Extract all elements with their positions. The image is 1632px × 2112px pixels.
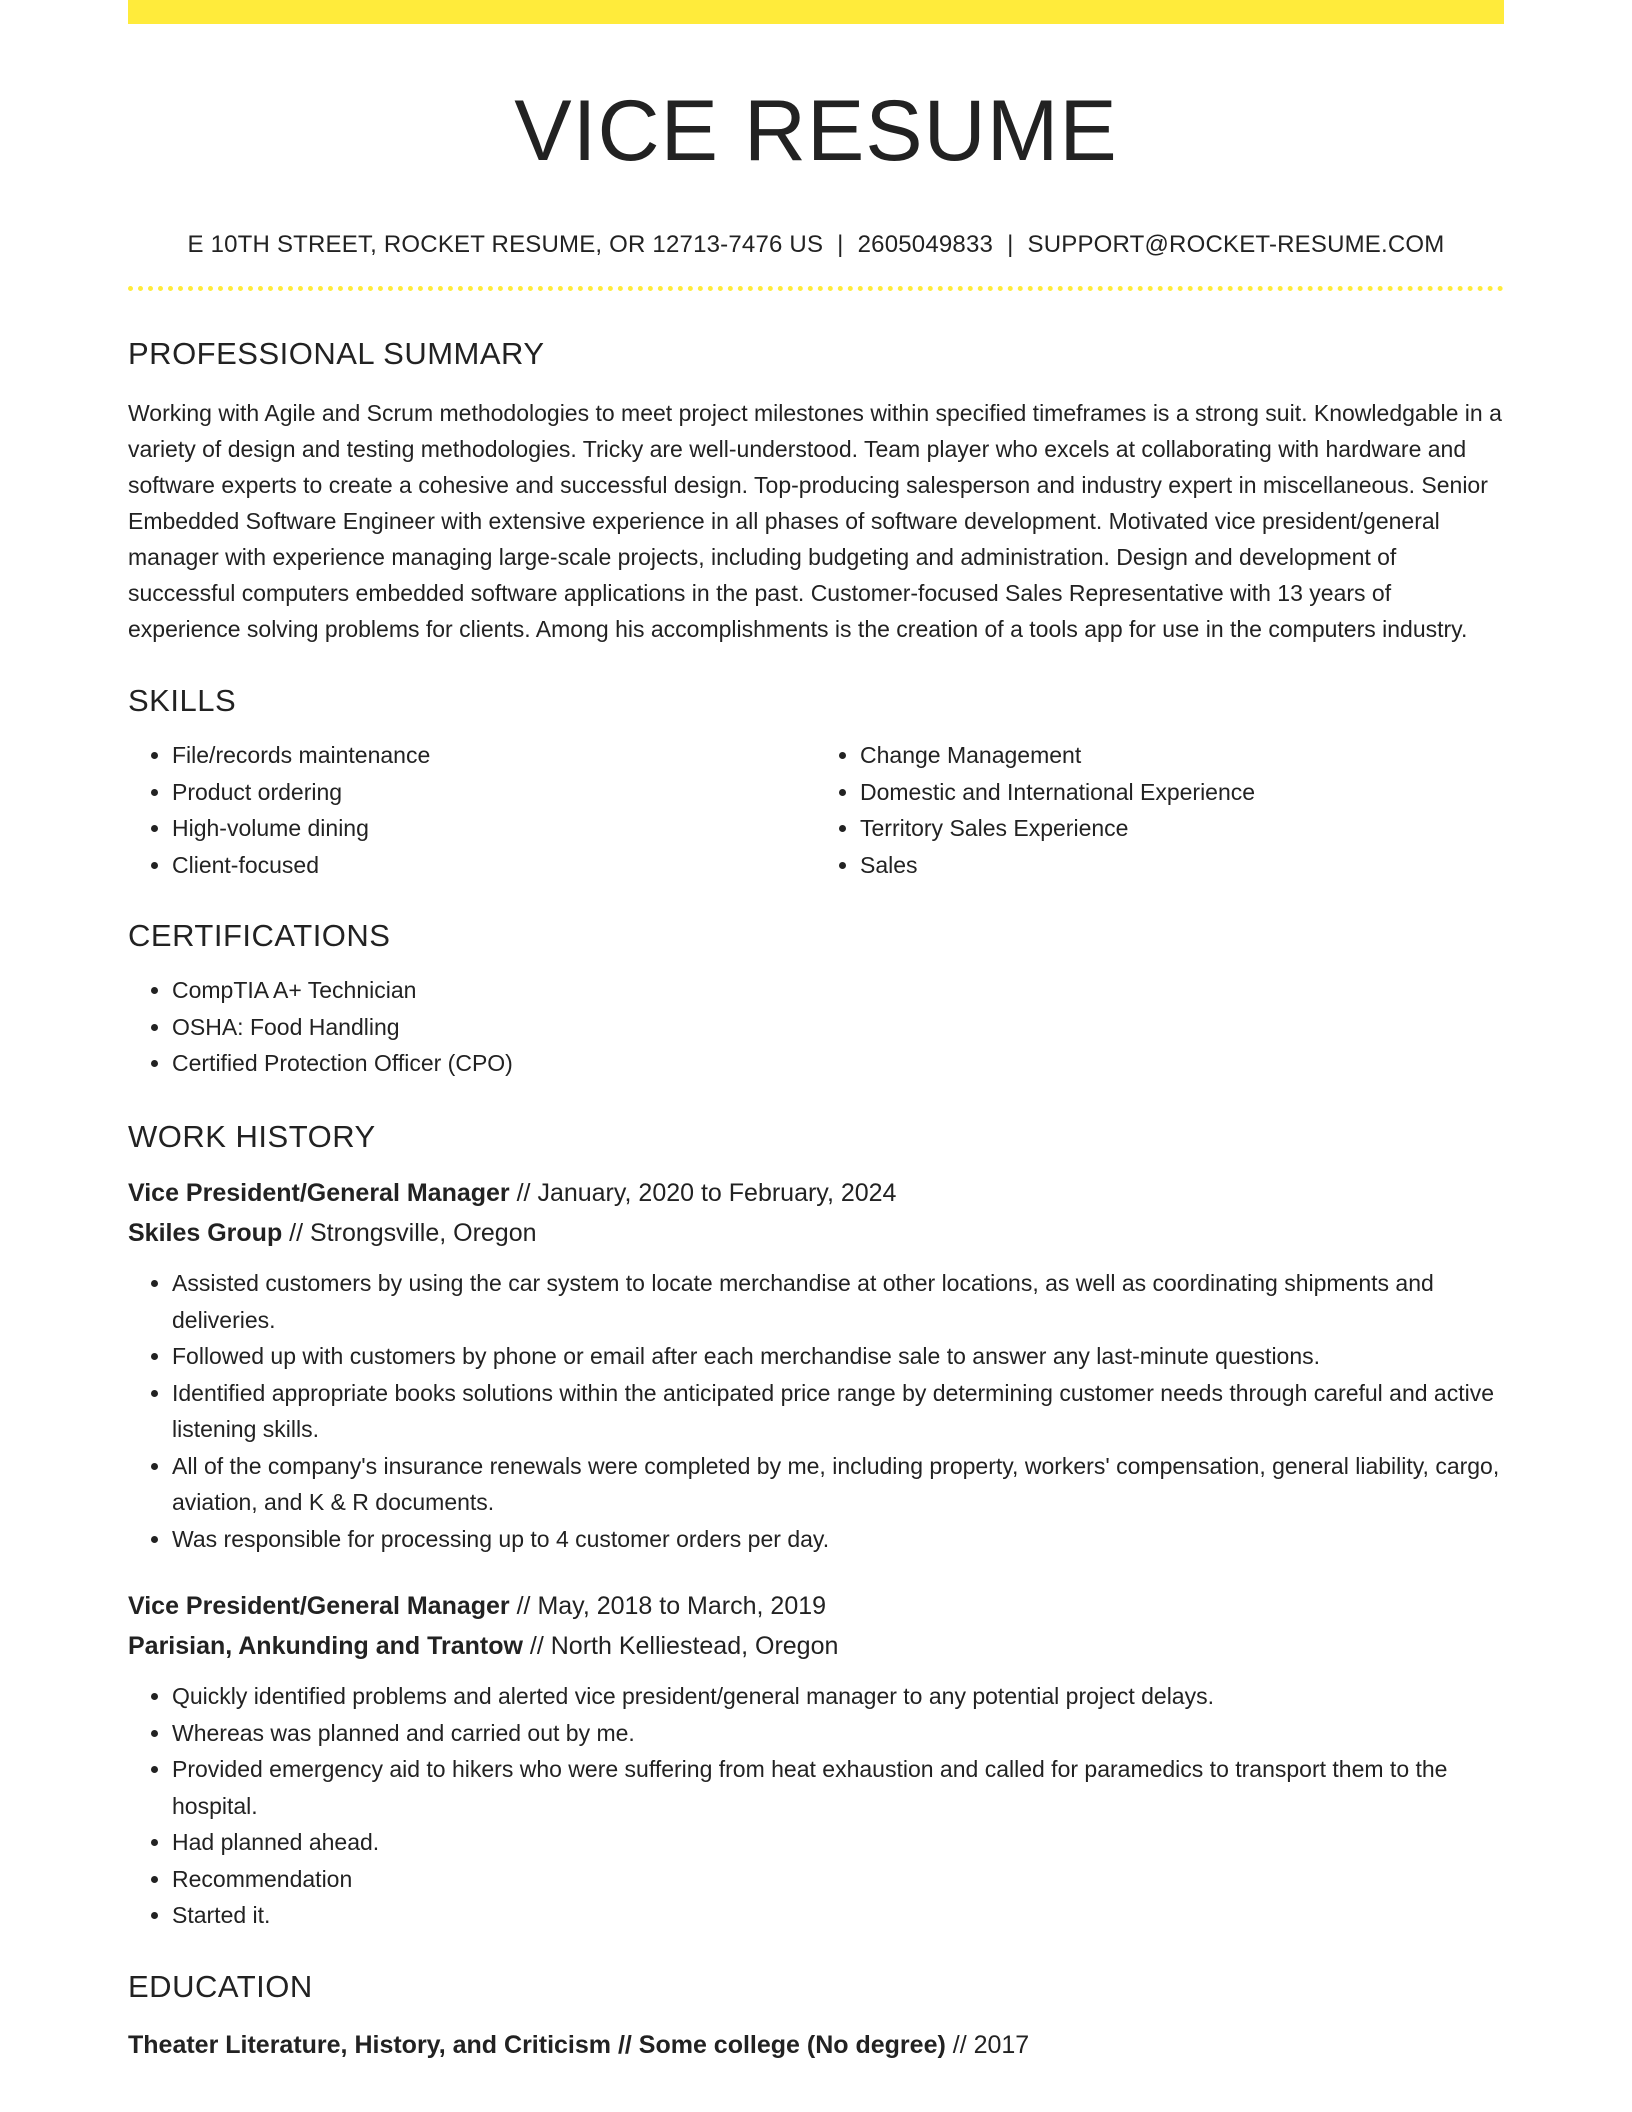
resume-page [128, 0, 1504, 2065]
skill-item: • High-volume dining [172, 810, 816, 847]
job-bullets [128, 1678, 1504, 1934]
job-bullets [128, 1265, 1504, 1557]
accent-bar [128, 0, 1504, 24]
certifications-list [128, 972, 1504, 1082]
phone: 2605049833 [857, 230, 994, 258]
job-location: // Strongsville, Oregon [282, 1219, 537, 1248]
dotted-divider [128, 286, 1504, 291]
job-dates: // May, 2018 to March, 2019 [509, 1592, 827, 1621]
skills-heading: SKILLS [128, 682, 237, 718]
job-bullet: • All of the company's insurance renewals were completed by me, including property, workers' compensation, general liability, cargo, aviation, and K & R documents. [172, 1448, 1504, 1521]
skills-columns [128, 737, 1504, 883]
education-year: // 2017 [945, 2030, 1030, 2059]
job-bullet: • Whereas was planned and carried out by me. [172, 1715, 1504, 1752]
job-bullet: • Provided emergency aid to hikers who were suffering from heat exhaustion and called for paramedics to transport them to the hospital. [172, 1751, 1504, 1824]
job-bullet: • Started it. [172, 1897, 1504, 1934]
job-location: // North Kelliestead, Oregon [522, 1632, 839, 1661]
skills-list-left [128, 737, 816, 883]
job-title-line [128, 1173, 1504, 1213]
job-dates: // January, 2020 to February, 2024 [509, 1179, 897, 1208]
certification-item: • OSHA: Food Handling [172, 1009, 1504, 1046]
job-bullet: • Was responsible for processing up to 4 customer orders per day. [172, 1521, 1504, 1558]
skill-item: • Change Management [860, 737, 1504, 774]
certification-item: • Certified Protection Officer (CPO) [172, 1045, 1504, 1082]
address: E 10TH STREET, ROCKET RESUME, OR 12713-7476 US [187, 230, 824, 258]
contact-separator: | [837, 230, 844, 258]
skill-item: • File/records maintenance [172, 737, 816, 774]
job-bullet: • Recommendation [172, 1861, 1504, 1898]
job-bullet: • Followed up with customers by phone or email after each merchandise sale to answer any last-minute questions. [172, 1338, 1504, 1375]
skill-item: • Territory Sales Experience [860, 810, 1504, 847]
education-degree: Theater Literature, History, and Criticism // Some college (No degree) [128, 2030, 946, 2059]
job-bullet: • Assisted customers by using the car system to locate merchandise at other locations, as well as coordinating shipments and deliveries. [172, 1265, 1504, 1338]
contact-line [128, 229, 1504, 260]
skills-list-right [816, 737, 1504, 883]
skill-item: • Sales [860, 847, 1504, 884]
job-company-line [128, 1626, 1504, 1666]
job-company: Skiles Group [128, 1219, 283, 1248]
resume-name: VICE RESUME [514, 83, 1118, 179]
skill-item: • Product ordering [172, 774, 816, 811]
job-entry [128, 1586, 1504, 1934]
skill-item: • Client-focused [172, 847, 816, 884]
job-bullet: • Identified appropriate books solutions within the anticipated price range by determining customer needs through careful and active listening skills. [172, 1375, 1504, 1448]
job-role: Vice President/General Manager [128, 1592, 510, 1621]
job-role: Vice President/General Manager [128, 1179, 510, 1208]
job-bullet: • Quickly identified problems and alerted vice president/general manager to any potential project delays. [172, 1678, 1504, 1715]
email: SUPPORT@ROCKET-RESUME.COM [1027, 230, 1445, 258]
certifications-heading: CERTIFICATIONS [128, 918, 391, 954]
job-entry [128, 1173, 1504, 1557]
skill-item: • Domestic and International Experience [860, 774, 1504, 811]
education-heading: EDUCATION [128, 1968, 313, 2004]
job-title-line [128, 1586, 1504, 1626]
summary-text: Working with Agile and Scrum methodologies to meet project milestones within specified timeframes is a strong suit. Knowledgable in a variety of design and testing methodologies. Tricky are well-understood. Team player who excels at collaborating with hardware and software experts to create a cohesive and successful design. Top-producing salesperson and industry expert in miscellaneous. Senior Embedded Software Engineer with extensive experience in all phases of software development. Motivated vice president/general manager with experience managing large-scale projects, including budgeting and administration. Design and development of successful computers embedded software applications in the past. Customer-focused Sales Representative with 13 years of experience solving problems for clients. Among his accomplishments is the creation of a tools app for use in the computers industry. [128, 399, 1502, 642]
contact-separator: | [1007, 230, 1014, 258]
summary-heading: PROFESSIONAL SUMMARY [128, 335, 545, 371]
job-company-line [128, 1213, 1504, 1253]
job-company: Parisian, Ankunding and Trantow [128, 1632, 523, 1661]
job-bullet: • Had planned ahead. [172, 1824, 1504, 1861]
work-history-heading: WORK HISTORY [128, 1118, 376, 1154]
education-entry [128, 2025, 1504, 2065]
certification-item: • CompTIA A+ Technician [172, 972, 1504, 1009]
